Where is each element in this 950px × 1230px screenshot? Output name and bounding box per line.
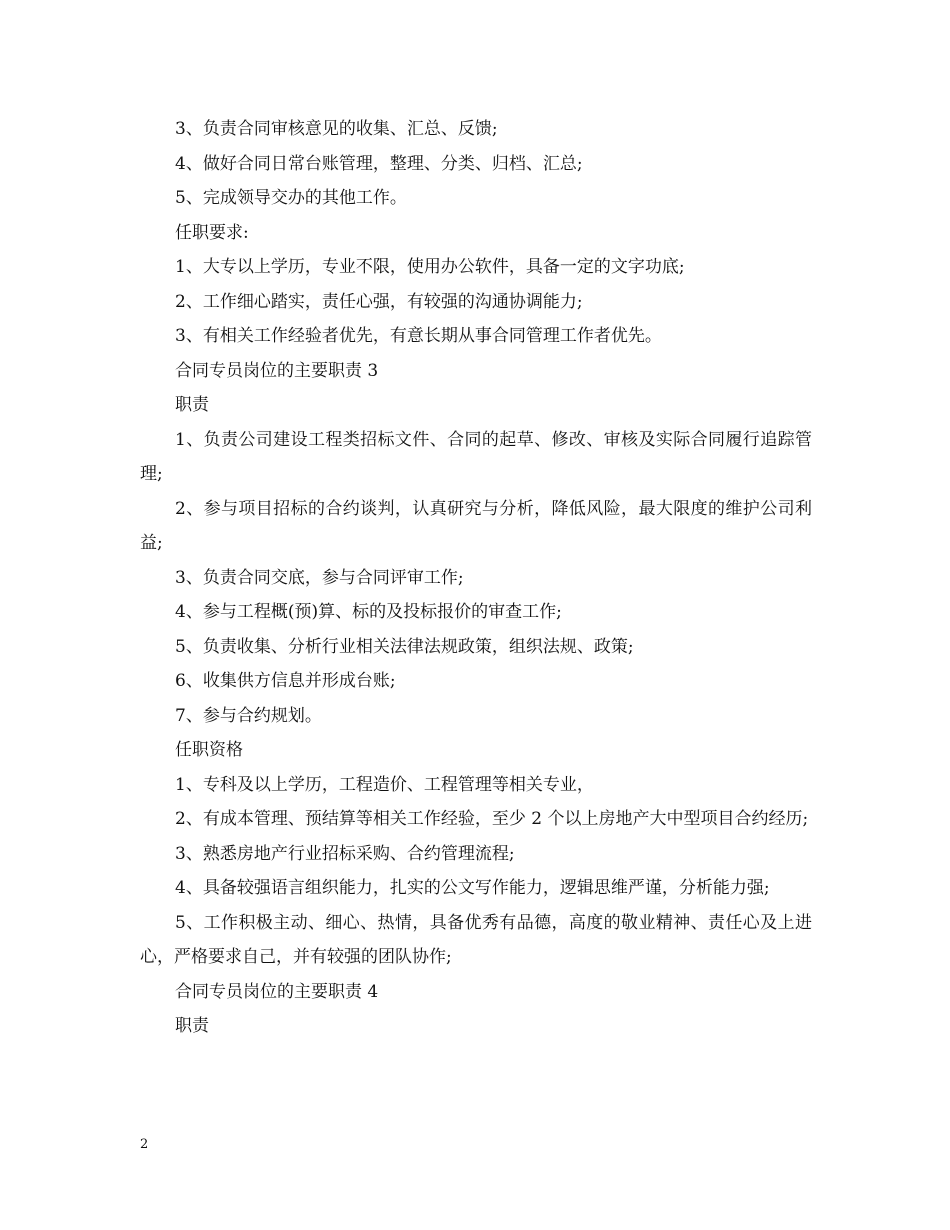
section-heading: 职责 <box>175 395 209 415</box>
paragraph: 3、有相关工作经验者优先，有意长期从事合同管理工作者优先。 <box>175 326 662 346</box>
paragraph: 5、负责收集、分析行业相关法律法规政策，组织法规、政策; <box>175 636 634 657</box>
paragraph: 5、完成领导交办的其他工作。 <box>175 188 407 208</box>
paragraph: 4、做好合同日常台账管理，整理、分类、归档、汇总; <box>175 153 583 174</box>
section-heading: 任职要求: <box>175 222 249 243</box>
section-heading: 任职资格 <box>175 740 243 760</box>
paragraph: 5、工作积极主动、细心、热情，具备优秀有品德，高度的敬业精神、责任心及上进心，严格要求自己，并有较强的团队协作; <box>140 912 812 967</box>
paragraph: 3、负责合同审核意见的收集、汇总、反馈; <box>175 119 498 139</box>
paragraph: 6、收集供方信息并形成台账; <box>175 671 396 691</box>
document-body <box>140 112 812 1044</box>
paragraph: 2、有成本管理、预结算等相关工作经验，至少 2 个以上房地产大中型项目合约经历; <box>175 809 809 829</box>
paragraph: 1、专科及以上学历，工程造价、工程管理等相关专业， <box>175 774 594 795</box>
section-heading: 职责 <box>175 1016 209 1036</box>
paragraph: 2、工作细心踏实，责任心强，有较强的沟通协调能力; <box>175 291 583 312</box>
paragraph: 3、负责合同交底，参与合同评审工作; <box>175 567 464 588</box>
section-title: 合同专员岗位的主要职责 4 <box>175 981 379 1002</box>
section-title: 合同专员岗位的主要职责 3 <box>175 360 379 381</box>
paragraph: 4、参与工程概(预)算、标的及投标报价的审查工作; <box>175 602 562 622</box>
paragraph: 7、参与合约规划。 <box>175 705 322 726</box>
page-number: 2 <box>140 1137 149 1152</box>
paragraph: 1、负责公司建设工程类招标文件、合同的起草、修改、审核及实际合同履行追踪管理; <box>140 429 812 484</box>
paragraph: 2、参与项目招标的合约谈判，认真研究与分析，降低风险，最大限度的维护公司利益; <box>140 498 812 553</box>
paragraph: 4、具备较强语言组织能力，扎实的公文写作能力，逻辑思维严谨，分析能力强; <box>175 878 770 898</box>
paragraph: 1、大专以上学历，专业不限，使用办公软件，具备一定的文字功底; <box>175 257 685 277</box>
paragraph: 3、熟悉房地产行业招标采购、合约管理流程; <box>175 843 515 864</box>
